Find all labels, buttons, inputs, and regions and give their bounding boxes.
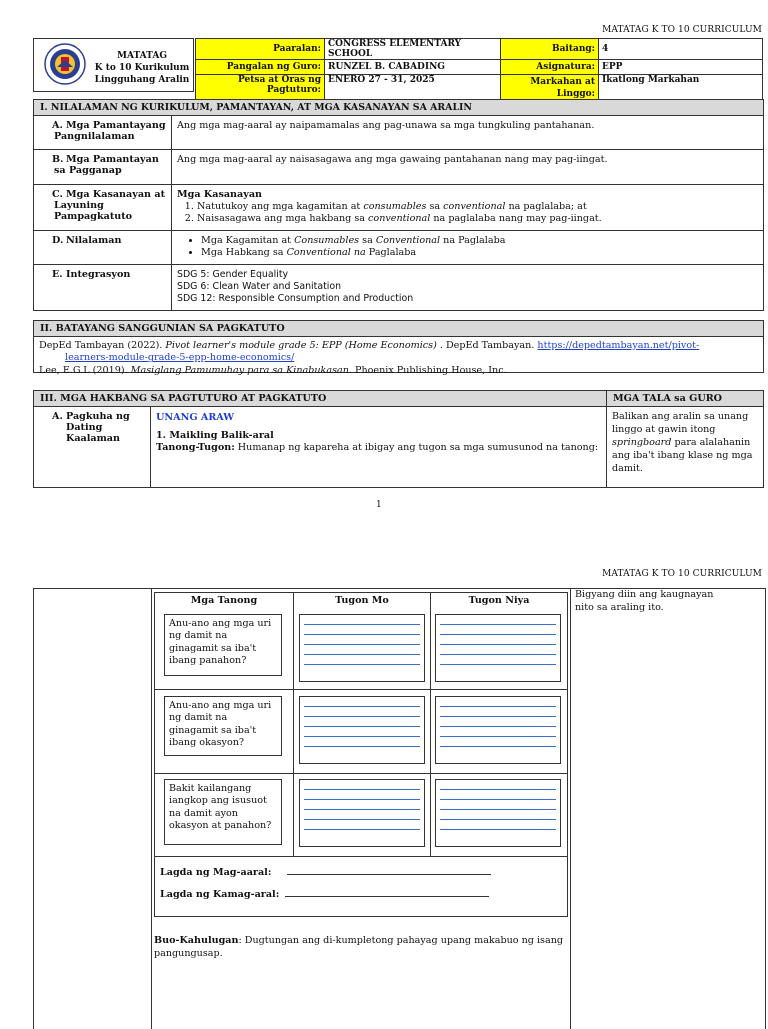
step-title: 1. Maikling Balik-aral [156, 429, 274, 441]
baitang-value: 4 [599, 39, 763, 60]
references [33, 337, 764, 376]
row-3a-label: A. Pagkuha ng Dating Kaalaman [34, 407, 151, 487]
tanong-tugon: Tanong-Tugon: Humanap ng kapareha at ibigay ang tugon sa mga sumusunod na tanong: [156, 441, 599, 453]
question-2: Anu-ano ang mga uri ng damit na ginagamit sa iba't ibang okasyon? [164, 696, 282, 756]
row-c-content: Mga Kasanayan 1. Natutukoy ang mga kagamitan at consumables sa conventional na paglalaba; at 2. Naisasagawa ang mga hakbang sa conventional na paglalaba nang may pag-iingat. [172, 185, 763, 230]
answer-box-niya-3[interactable] [435, 779, 561, 847]
col-header-tugon-mo: Tugon Mo [335, 595, 389, 606]
doc-title-line2: K to 10 Kurikulum [94, 63, 190, 73]
answer-box-mo-3[interactable] [299, 779, 425, 847]
row-b-label: B. Mga Pamantayan sa Pagganap [34, 150, 172, 184]
row-3a-content [151, 407, 607, 487]
col-header-tanong: Mga Tanong [190, 595, 258, 606]
question-3: Bakit kailangang iangkop ang isusuot na damit ayon okasyon at panahon? [164, 779, 282, 845]
row-b-content: Ang mga mag-aaral ay naisasagawa ang mga gawaing pantahanan nang may pag-iingat. [177, 154, 608, 165]
title-block [33, 38, 194, 92]
note-1: Balikan ang aralin sa unang linggo at gawin itong springboard para alalahanin ang iba't ibang klase ng mga damit. [612, 411, 753, 474]
page-2-notes-col [570, 588, 766, 1029]
reference-2: Lee, E.G.L (2019). Masiglang Pamumuhay para sa Kinabukasan. Phoenix Publishing House, Inc. [39, 364, 507, 376]
question-grid [154, 592, 568, 917]
row-a [33, 116, 764, 150]
question-1: Anu-ano ang mga uri ng damit na ginagamit sa iba't ibang panahon? [164, 614, 282, 676]
day-label: UNANG ARAW [156, 412, 235, 423]
section-1 [33, 99, 764, 311]
markahan-label: Markahan at Linggo: [501, 75, 599, 102]
reference-link-cont[interactable]: learners-module-grade-5-epp-home-economics/ [65, 352, 295, 364]
signature-student-line[interactable] [287, 874, 491, 875]
page-header: MATATAG K TO 10 CURRICULUM [602, 25, 762, 35]
row-c [33, 185, 764, 231]
kasanayan-1: 1. Natutukoy ang mga kagamitan at consumables sa conventional na paglalaba; at [197, 201, 758, 213]
section-3-title: III. MGA HAKBANG SA PAGTUTURO AT PAGKATUTO [33, 390, 607, 407]
section-2 [33, 320, 764, 376]
col-header-tugon-niya: Tugon Niya [468, 595, 530, 606]
paaralan-value: CONGRESS ELEMENTARY SCHOOL [325, 39, 501, 60]
row-d-content [172, 231, 763, 264]
asignatura-value: EPP [599, 60, 763, 75]
nilalaman-1: • Mga Kagamitan at Consumables sa Conventional na Paglalaba [201, 235, 758, 247]
row-c-label: C. Mga Kasanayan at Layuning Pampagkatuto [34, 185, 172, 230]
signature-classmate: Lagda ng Kamag-aral: [160, 889, 489, 900]
page-2-label-col [33, 588, 152, 1029]
row-d-label: D. Nilalaman [34, 231, 172, 264]
doc-title-line3: Lingguhang Aralin [94, 75, 190, 85]
petsa-label: Petsa at Oras ng Pagtuturo: [196, 75, 325, 102]
doc-title-line1: MATATAG [116, 51, 168, 61]
reference-1: DepEd Tambayan (2022). Pivot learner's module grade 5: EPP (Home Economics) . DepEd Tambayan. https://depedtambayan.net/pivot- [39, 340, 700, 351]
petsa-value: ENERO 27 - 31, 2025 [325, 75, 501, 102]
page-2-header: MATATAG K TO 10 CURRICULUM [602, 569, 762, 579]
row-b [33, 150, 764, 185]
note-2: Bigyang diin ang kaugnayan nito sa araling ito. [575, 589, 714, 613]
answer-box-niya-1[interactable] [435, 614, 561, 682]
section-3 [33, 390, 764, 488]
section-1-title: I. NILALAMAN NG KURIKULUM, PAMANTAYAN, AT MGA KASANAYAN SA ARALIN [33, 99, 764, 116]
row-d [33, 231, 764, 265]
paaralan-label: Paaralan: [196, 39, 325, 60]
asignatura-label: Asignatura: [501, 60, 599, 75]
signature-student: Lagda ng Mag-aaral: [160, 867, 491, 878]
page-number: 1 [376, 500, 382, 510]
section-2-title: II. BATAYANG SANGGUNIAN SA PAGKATUTO [33, 320, 764, 337]
answer-box-mo-1[interactable] [299, 614, 425, 682]
answer-box-mo-2[interactable] [299, 696, 425, 764]
info-table [195, 38, 763, 102]
row-a-content: Ang mga mag-aaral ay naipamamalas ang pag-unawa sa mga tungkuling pantahanan. [177, 120, 595, 131]
buo-kahulugan: Buo-Kahulugan: Dugtungan ang di-kumpletong pahayag upang makabuo ng isang pangungusap. [154, 935, 564, 960]
row-3a [33, 407, 764, 488]
signature-classmate-line[interactable] [285, 896, 489, 897]
row-e [33, 265, 764, 311]
guro-value: RUNZEL B. CABADING [325, 60, 501, 75]
row-e-label: E. Integrasyon [34, 265, 172, 310]
baitang-label: Baitang: [501, 39, 599, 60]
notes-title: MGA TALA sa GURO [607, 390, 764, 407]
markahan-value: Ikatlong Markahan [599, 75, 763, 102]
nilalaman-2: • Mga Habkang sa Conventional na Paglalaba [201, 247, 758, 259]
reference-link[interactable]: https://depedtambayan.net/pivot- [537, 340, 700, 351]
deped-seal-icon [44, 43, 86, 85]
row-e-content: SDG 5: Gender Equality SDG 6: Clean Water and Sanitation SDG 12: Responsible Consumption and Production [177, 269, 414, 304]
answer-box-niya-2[interactable] [435, 696, 561, 764]
row-a-label: A. Mga Pamantayang Pangnilalaman [34, 116, 172, 149]
guro-label: Pangalan ng Guro: [196, 60, 325, 75]
kasanayan-2: 2. Naisasagawa ang mga hakbang sa conventional na paglalaba nang may pag-iingat. [197, 213, 758, 225]
